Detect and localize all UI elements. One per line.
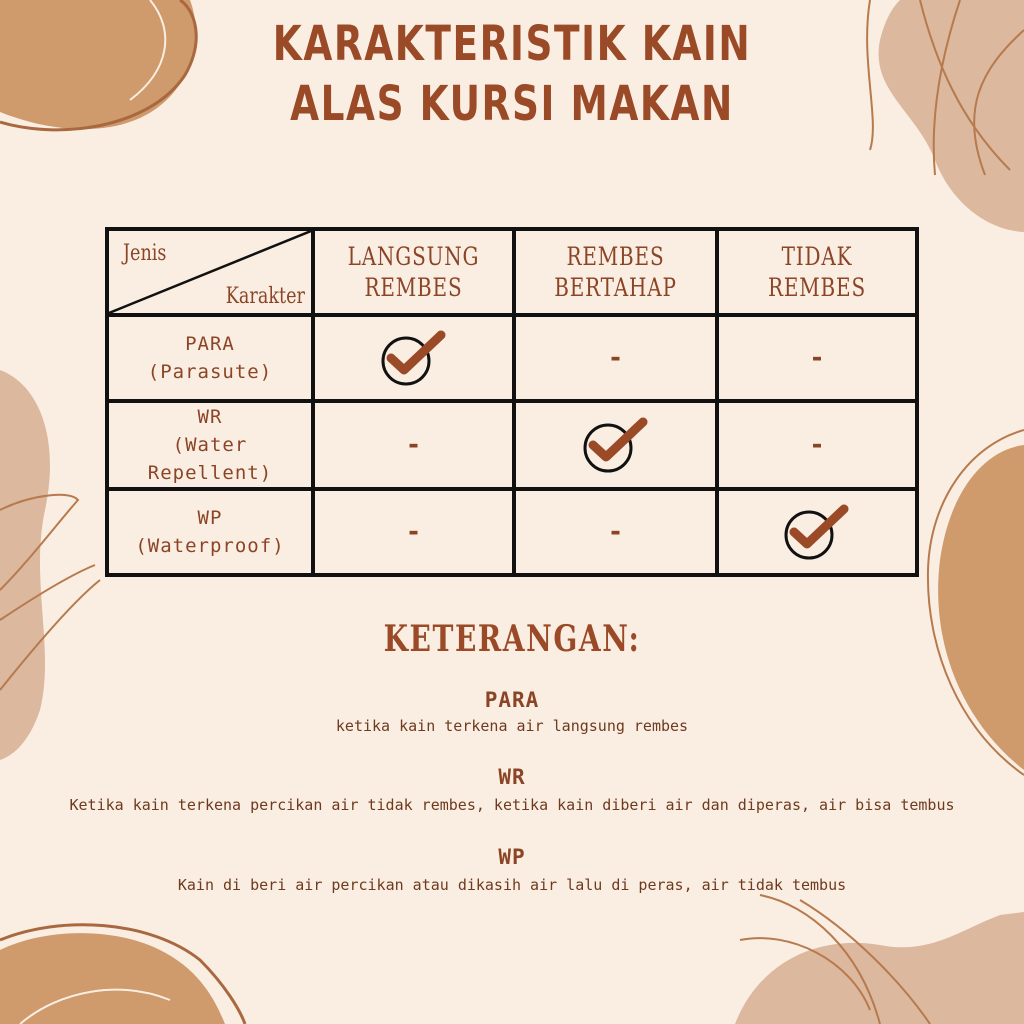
row-name: (Water Repellent): [147, 434, 273, 484]
table-cell: [514, 489, 717, 575]
keterangan-label-wr: WR: [498, 765, 526, 789]
table-cell: [717, 401, 917, 489]
keterangan-desc-wp: Kain di beri air percikan atau dikasih air lalu di peras, air tidak tembus: [177, 876, 847, 894]
dash-mark: -: [408, 430, 419, 460]
dash-mark: -: [408, 517, 419, 547]
check-circle-icon: [379, 325, 449, 387]
row-header-wr: [107, 401, 313, 489]
col-header-langsung-rembes: [313, 229, 514, 315]
title-line-1: KARAKTERISTIK KAIN: [272, 16, 752, 72]
corner-header-cell: [107, 229, 313, 315]
col-header-line: LANGSUNG: [347, 242, 480, 271]
blob-bottom-left: [0, 933, 225, 1024]
row-header-para: [107, 315, 313, 401]
dash-mark: -: [610, 517, 621, 547]
col-header-line: REMBES: [566, 242, 665, 271]
col-header-tidak-rembes: [717, 229, 917, 315]
col-header-line: BERTAHAP: [554, 273, 677, 302]
row-code: WR: [197, 406, 223, 428]
table-row-para: [107, 315, 917, 401]
row-header-wp: [107, 489, 313, 575]
table-cell: [514, 401, 717, 489]
dash-mark: -: [811, 343, 823, 373]
check-circle-icon: [782, 499, 852, 561]
dash-mark: -: [610, 343, 621, 373]
table-row-wr: [107, 401, 917, 489]
table-cell: [313, 315, 514, 401]
keterangan-title: KETERANGAN:: [383, 618, 641, 660]
col-header-line: REMBES: [768, 273, 866, 302]
row-code: WP: [197, 507, 223, 529]
blob-bottom-right: [735, 912, 1024, 1024]
page-title: [113, 14, 912, 134]
dash-mark: -: [811, 430, 823, 460]
corner-row-label: Jenis: [123, 241, 167, 266]
table-cell: [717, 489, 917, 575]
row-name: (Parasute): [147, 361, 273, 383]
keterangan-desc-wr: Ketika kain terkena percikan air tidak rembes, ketika kain diberi air dan diperas, air bisa tembus: [69, 796, 955, 814]
row-name: (Waterproof): [135, 535, 285, 557]
table-cell: [313, 489, 514, 575]
row-code: PARA: [185, 333, 235, 355]
table-header-row: [107, 229, 917, 315]
corner-col-label: Karakter: [225, 284, 305, 309]
keterangan-label-para: PARA: [484, 688, 540, 712]
title-line-2: ALAS KURSI MAKAN: [290, 76, 734, 132]
table-cell: [313, 401, 514, 489]
check-circle-icon: [581, 412, 651, 474]
table-row-wp: [107, 489, 917, 575]
keterangan-desc-para: ketika kain terkena air langsung rembes: [335, 717, 689, 735]
table-cell: [514, 315, 717, 401]
col-header-rembes-bertahap: [514, 229, 717, 315]
col-header-line: REMBES: [364, 273, 463, 302]
table-cell: [717, 315, 917, 401]
keterangan-label-wp: WP: [498, 845, 526, 869]
col-header-line: TIDAK: [781, 242, 853, 271]
characteristics-table: [105, 227, 919, 577]
